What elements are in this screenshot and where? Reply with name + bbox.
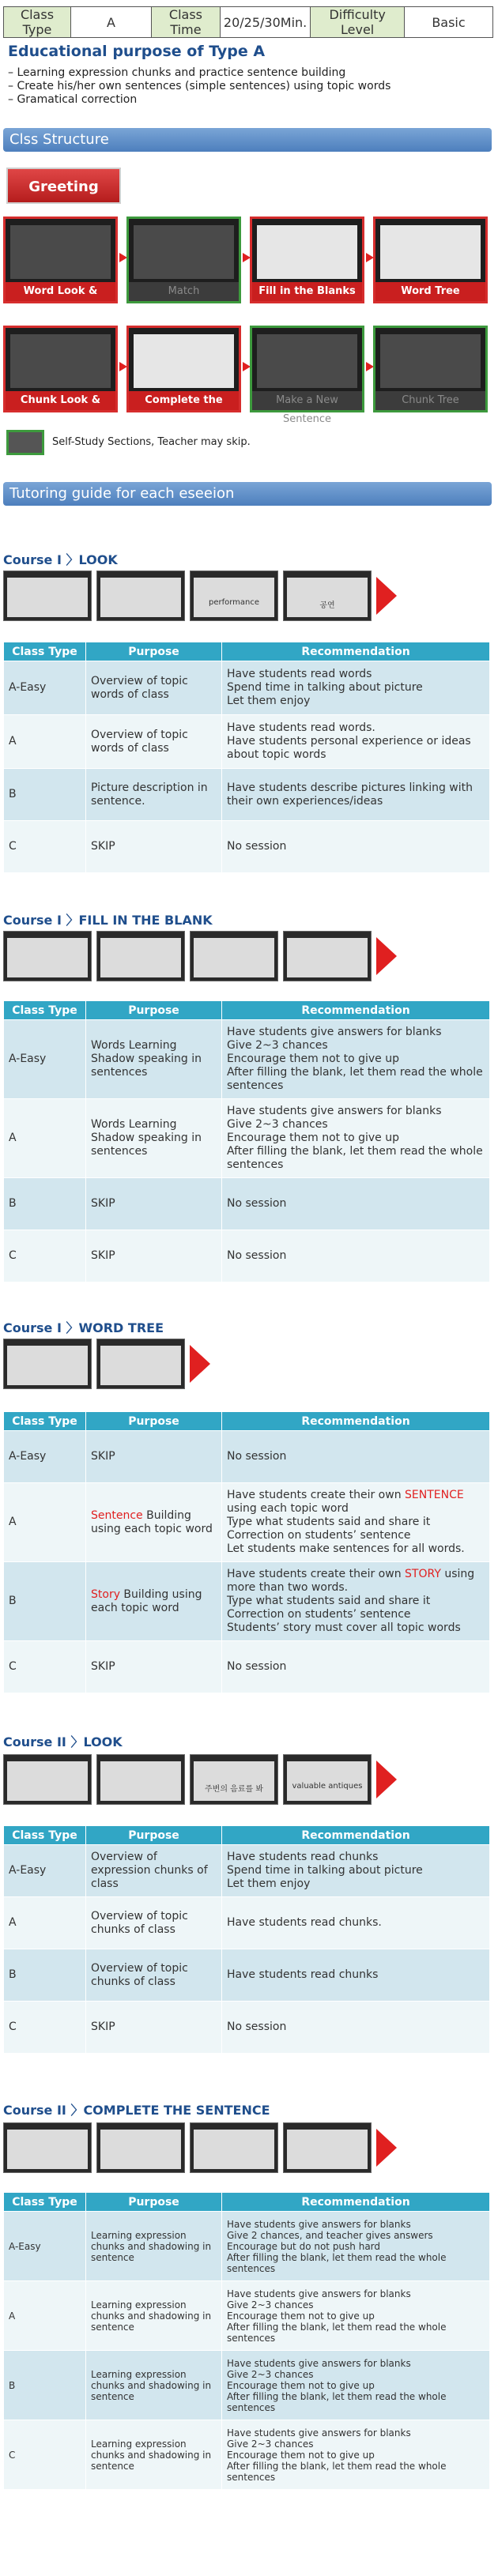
- edu-purpose-title: Educational purpose of Type A: [8, 43, 266, 60]
- rec-text: using more than two words. Type what students said and share it Correction on students’ sentence Students’ story must cover all topic words: [227, 1568, 475, 1634]
- col-header-recommendation: Recommendation: [222, 1826, 490, 1845]
- rec-text: using each topic word Type what students said and share it Correction on students’ sentence Let students make sentences for all words.: [227, 1502, 465, 1555]
- thumbnail: [3, 1754, 92, 1805]
- highlight-text: SENTENCE: [405, 1489, 464, 1501]
- cell-recommendation: No session: [222, 1641, 490, 1693]
- cell-purpose: SKIP: [86, 2002, 222, 2054]
- table-row: [4, 1020, 490, 1099]
- cell-purpose: Words Learning Shadow speaking in sentences: [86, 1099, 222, 1178]
- step-screenshot: [257, 334, 357, 388]
- thumbnail: [190, 2122, 278, 2173]
- col-header-purpose: Purpose: [86, 1826, 222, 1845]
- cell-purpose: [86, 1483, 222, 1562]
- cell-type: A: [4, 1099, 86, 1178]
- cell-type: A-Easy: [4, 1431, 86, 1483]
- cell-type: C: [4, 821, 86, 873]
- cell-type: B: [4, 2351, 86, 2420]
- cell-recommendation: Have students read chunks: [222, 1949, 490, 2002]
- thumbnail: [96, 1339, 185, 1389]
- step-make-new-sentence: [250, 326, 364, 425]
- table-row: [4, 1431, 490, 1483]
- col-header-recommendation: Recommendation: [222, 1412, 490, 1431]
- course-title: Course II 〉LOOK: [3, 1734, 123, 1749]
- cell-type: A-Easy: [4, 2212, 86, 2281]
- table-row: [4, 1845, 490, 1897]
- col-header-purpose: Purpose: [86, 1001, 222, 1020]
- cell-purpose: Overview of topic chunks of class: [86, 1949, 222, 2002]
- step-chunk-tree: [373, 326, 488, 412]
- thumbnail: [190, 931, 278, 981]
- guide-table: [3, 1411, 490, 1693]
- cell-recommendation: No session: [222, 1230, 490, 1282]
- guide-table: [3, 1825, 490, 2054]
- cell-recommendation: Have students give answers for blanks Give 2 chances, and teacher gives answers Encourage but do not push hard After filling the blank, let them read the whole sentences: [222, 2212, 490, 2281]
- step-caption: Complete the Sentence: [129, 391, 239, 410]
- col-header-recommendation: Recommendation: [222, 642, 490, 661]
- cell-recommendation: Have students give answers for blanks Give 2~3 chances Encourage them not to give up After filling the blank, let them read the whole sentences: [222, 2351, 490, 2420]
- cell-purpose: Overview of topic words of class: [86, 661, 222, 715]
- arrow-icon: [376, 577, 397, 615]
- rec-text: Have students create their own: [227, 1489, 406, 1501]
- arrow-icon: [376, 937, 397, 975]
- cell-recommendation: Have students give answers for blanks Give 2~3 chances Encourage them not to give up After filling the blank, let them read the whole sentences: [222, 2281, 490, 2351]
- step-word-look-listen: [3, 217, 118, 316]
- edu-purpose-item: – Learning expression chunks and practice sentence building: [8, 66, 346, 79]
- cell-type: B: [4, 1562, 86, 1641]
- cell-recommendation: No session: [222, 821, 490, 873]
- col-header-type: Class Type: [4, 1412, 86, 1431]
- step-screenshot: [257, 225, 357, 279]
- edu-purpose-list: [8, 66, 390, 107]
- step-caption: Chunk Tree: [375, 391, 485, 410]
- cell-purpose: Learning expression chunks and shadowing in sentence: [86, 2351, 222, 2420]
- course-thumbnails: [3, 571, 446, 621]
- cell-purpose: SKIP: [86, 1641, 222, 1693]
- thumbnail: [190, 1754, 278, 1805]
- cell-type: A-Easy: [4, 1845, 86, 1897]
- guide-table: [3, 1000, 490, 1282]
- course-thumbnails: [3, 2122, 446, 2173]
- step-screenshot: [10, 225, 111, 279]
- cell-type: A: [4, 715, 86, 769]
- step-caption: Make a New Sentence: [252, 391, 362, 410]
- cell-recommendation: No session: [222, 1178, 490, 1230]
- highlight-text: Story: [91, 1587, 120, 1601]
- cell-purpose: Overview of topic words of class: [86, 715, 222, 769]
- thumbnail: [283, 2122, 372, 2173]
- step-screenshot: [134, 334, 234, 388]
- table-row: [4, 2351, 490, 2420]
- col-header-purpose: Purpose: [86, 1412, 222, 1431]
- cell-type: C: [4, 2420, 86, 2490]
- cell-type: B: [4, 769, 86, 821]
- arrow-icon: [376, 1761, 397, 1798]
- guide-table: [3, 642, 490, 873]
- cell-type: C: [4, 1230, 86, 1282]
- course-title: Course I 〉LOOK: [3, 552, 118, 567]
- table-row: [4, 821, 490, 873]
- cell-purpose: Learning expression chunks and shadowing in sentence: [86, 2212, 222, 2281]
- cell-purpose: Picture description in sentence.: [86, 769, 222, 821]
- cell-purpose: Learning expression chunks and shadowing in sentence: [86, 2281, 222, 2351]
- cell-purpose: Overview of topic chunks of class: [86, 1897, 222, 1949]
- cell-type: A: [4, 1483, 86, 1562]
- purpose-text: Building using each topic word: [91, 1508, 213, 1535]
- thumbnail: [96, 571, 185, 621]
- step-chunk-look-listen: [3, 326, 118, 425]
- cell-purpose: SKIP: [86, 1230, 222, 1282]
- table-row: [4, 1641, 490, 1693]
- thumbnail: [96, 1754, 185, 1805]
- course-thumbnails: [3, 1754, 446, 1805]
- cell-purpose: Learning expression chunks and shadowing in sentence: [86, 2420, 222, 2490]
- table-row: [4, 1099, 490, 1178]
- cell-purpose: SKIP: [86, 1178, 222, 1230]
- table-row: [4, 1178, 490, 1230]
- cell-type: B: [4, 1949, 86, 2002]
- class-type-label: Class Type: [4, 7, 71, 38]
- col-header-recommendation: Recommendation: [222, 1001, 490, 1020]
- thumbnail: [3, 931, 92, 981]
- cell-type: A: [4, 1897, 86, 1949]
- cell-type: C: [4, 2002, 86, 2054]
- cell-recommendation: [222, 1483, 490, 1562]
- table-row: [4, 1483, 490, 1562]
- thumbnail: [96, 2122, 185, 2173]
- thumbnail: [3, 2122, 92, 2173]
- thumbnail: [96, 931, 185, 981]
- cell-purpose: SKIP: [86, 1431, 222, 1483]
- cell-recommendation: Have students give answers for blanks Give 2~3 chances Encourage them not to give up After filling the blank, let them read the whole sentences: [222, 1020, 490, 1099]
- thumbnail-text: 공연: [319, 601, 335, 610]
- col-header-recommendation: Recommendation: [222, 2193, 490, 2212]
- table-row: [4, 2002, 490, 2054]
- thumbnail-text: valuable antiques: [292, 1782, 363, 1791]
- cell-type: A: [4, 2281, 86, 2351]
- thumbnail: [283, 931, 372, 981]
- step-caption: Word Look & Listen: [6, 282, 115, 301]
- legend-swatch: [6, 430, 44, 455]
- course-thumbnails: [3, 1339, 240, 1389]
- arrow-icon: [190, 1345, 210, 1383]
- col-header-purpose: Purpose: [86, 642, 222, 661]
- thumbnail: [283, 571, 372, 621]
- greeting-step: Greeting: [6, 168, 121, 204]
- step-caption: Match: [129, 282, 239, 301]
- cell-type: B: [4, 1178, 86, 1230]
- thumbnail: [3, 1339, 92, 1389]
- cell-recommendation: Have students give answers for blanks Give 2~3 chances Encourage them not to give up After filling the blank, let them read the whole sentences: [222, 2420, 490, 2490]
- edu-purpose-item: – Create his/her own sentences (simple sentences) using topic words: [8, 80, 391, 92]
- table-row: [4, 1949, 490, 2002]
- course-title: Course II 〉COMPLETE THE SENTENCE: [3, 2103, 270, 2118]
- table-row: [4, 1562, 490, 1641]
- tutoring-guide-bar: Tutoring guide for each eseeion: [3, 482, 492, 506]
- step-screenshot: [380, 225, 481, 279]
- table-row: [4, 2212, 490, 2281]
- cell-type: A-Easy: [4, 1020, 86, 1099]
- cell-recommendation: Have students read words Spend time in talking about picture Let them enjoy: [222, 661, 490, 715]
- thumbnail: [190, 571, 278, 621]
- step-word-tree: [373, 217, 488, 303]
- cell-purpose: Words Learning Shadow speaking in sentences: [86, 1020, 222, 1099]
- col-header-type: Class Type: [4, 1001, 86, 1020]
- step-caption: Fill in the Blanks: [252, 282, 362, 301]
- edu-purpose-item: – Gramatical correction: [8, 93, 138, 106]
- step-caption: Word Tree: [375, 282, 485, 301]
- table-row: [4, 715, 490, 769]
- cell-purpose: SKIP: [86, 821, 222, 873]
- step-screenshot: [134, 225, 234, 279]
- table-row: [4, 2420, 490, 2490]
- cell-purpose: Overview of expression chunks of class: [86, 1845, 222, 1897]
- cell-recommendation: No session: [222, 1431, 490, 1483]
- class-time-label: Class Time: [151, 7, 220, 38]
- step-fill-blanks: [250, 217, 364, 303]
- class-structure-bar: Clss Structure: [3, 128, 492, 152]
- step-match: [126, 217, 241, 303]
- thumbnail-text: 주변의 음료를 봐: [205, 1785, 263, 1794]
- table-row: [4, 1230, 490, 1282]
- difficulty-label: Difficulty Level: [311, 7, 405, 38]
- guide-table: [3, 2192, 490, 2490]
- class-time-value: 20/25/30Min.: [220, 7, 310, 38]
- course-title: Course I 〉FILL IN THE BLANK: [3, 913, 213, 928]
- arrow-icon: [376, 2129, 397, 2167]
- table-row: [4, 2281, 490, 2351]
- col-header-type: Class Type: [4, 2193, 86, 2212]
- thumbnail-text: performance: [208, 598, 260, 607]
- highlight-text: Sentence: [91, 1508, 143, 1522]
- step-complete-sentence: [126, 326, 241, 425]
- cell-recommendation: Have students read chunks.: [222, 1897, 490, 1949]
- rec-text: Have students create their own: [227, 1568, 406, 1580]
- step-caption: Chunk Look & Listen: [6, 391, 115, 410]
- cell-recommendation: Have students read words. Have students personal experience or ideas about topic words: [222, 715, 490, 769]
- cell-recommendation: [222, 1562, 490, 1641]
- cell-type: C: [4, 1641, 86, 1693]
- step-screenshot: [380, 334, 481, 388]
- col-header-purpose: Purpose: [86, 2193, 222, 2212]
- thumbnail: [283, 1754, 372, 1805]
- col-header-type: Class Type: [4, 642, 86, 661]
- table-row: [4, 1897, 490, 1949]
- step-screenshot: [10, 334, 111, 388]
- difficulty-value: Basic: [405, 7, 493, 38]
- table-row: [4, 661, 490, 715]
- class-info-table: [3, 6, 493, 38]
- cell-recommendation: Have students read chunks Spend time in talking about picture Let them enjoy: [222, 1845, 490, 1897]
- table-row: [4, 769, 490, 821]
- cell-recommendation: Have students describe pictures linking with their own experiences/ideas: [222, 769, 490, 821]
- cell-purpose: [86, 1562, 222, 1641]
- cell-recommendation: Have students give answers for blanks Give 2~3 chances Encourage them not to give up After filling the blank, let them read the whole sentences: [222, 1099, 490, 1178]
- purpose-text: Building using each topic word: [91, 1587, 202, 1614]
- cell-recommendation: No session: [222, 2002, 490, 2054]
- legend-text: Self-Study Sections, Teacher may skip.: [52, 436, 251, 448]
- class-type-value: A: [70, 7, 151, 38]
- cell-type: A-Easy: [4, 661, 86, 715]
- col-header-type: Class Type: [4, 1826, 86, 1845]
- course-title: Course I 〉WORD TREE: [3, 1320, 164, 1335]
- highlight-text: STORY: [405, 1568, 441, 1580]
- thumbnail: [3, 571, 92, 621]
- course-thumbnails: [3, 931, 446, 981]
